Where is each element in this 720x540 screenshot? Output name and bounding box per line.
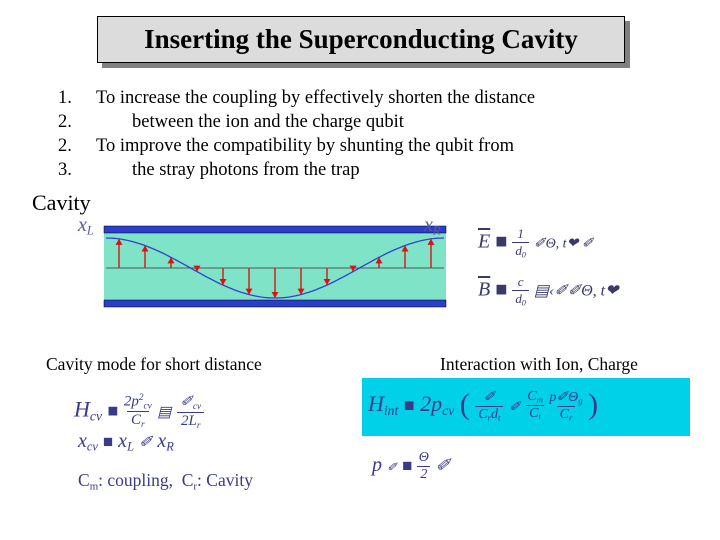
legend-cm: C (78, 470, 90, 490)
hint-fraction-1 (475, 389, 503, 423)
hcv-h: H (74, 396, 90, 422)
list-text: the stray photons from the trap (132, 160, 360, 180)
left-sub: L (86, 223, 94, 238)
hint-f3-num-sub: g (578, 395, 583, 406)
equals-sign: ■ (403, 395, 415, 415)
list-number: 2. (58, 136, 72, 156)
hcv-fraction (124, 393, 152, 430)
hint-fraction-3 (549, 389, 582, 423)
list-number: 2. (58, 112, 72, 132)
hint-equation (368, 388, 598, 423)
hcv-frac2-num-sub: cv (192, 401, 202, 412)
hint-f1-d: d (490, 406, 498, 422)
p-sub-glyph: ✐ (387, 460, 398, 475)
top-plate (104, 226, 446, 233)
cavity-heading: Cavity (32, 190, 91, 215)
caption-left: Cavity mode for short distance (46, 354, 262, 374)
p-symbol: p (372, 454, 382, 477)
objectives-list (58, 86, 535, 182)
hint-f2-den-sub: t (538, 412, 541, 423)
legend (78, 470, 253, 492)
p-frac-num: Θ (418, 450, 429, 465)
b-field-expression-glyphs: ▤‹✐✐Θ, t❤ (533, 282, 619, 300)
p-equation (372, 450, 450, 483)
e-frac-den (512, 242, 529, 259)
hint-frac2-den (526, 405, 544, 422)
hcv-frac2-num: $✐_{cv}$ (180, 394, 202, 412)
equals-sign: ■ (102, 432, 114, 451)
xcv-x: x (78, 430, 87, 452)
list-text: between the ion and the charge qubit (132, 112, 404, 132)
hcv-num-sub: cv (143, 401, 152, 412)
left-x: x (78, 214, 87, 236)
b-fraction (512, 274, 529, 307)
p-fraction (417, 450, 430, 483)
hint-f3-c: C (559, 406, 569, 422)
hint-f1-d-sub: t (497, 412, 501, 423)
legend-cr: C (181, 470, 194, 490)
hint-frac1-den (475, 406, 503, 423)
e-field-expression-glyphs: ✐Θ, t❤ ✐ (533, 236, 594, 252)
xcv-sub: cv (86, 439, 98, 454)
legend-cm-text: : coupling, (98, 470, 173, 490)
xcv-xr: x (157, 430, 167, 452)
hcv-num-p: 2p (123, 393, 139, 410)
hint-coef-sub: cv (442, 403, 455, 419)
hint-f1-c: C (478, 406, 488, 422)
list-number: 1. (58, 88, 72, 108)
hcv-den-sub: r (141, 419, 145, 430)
hcv-frac2-den (177, 412, 204, 431)
plus-glyph: ▤ (157, 404, 172, 421)
hcv-equation (74, 392, 204, 431)
xcv-xl: x (118, 430, 128, 452)
e-den-d: d (515, 243, 522, 258)
hint-frac3-den (557, 406, 576, 423)
hint-sub: int (383, 403, 399, 419)
p-frac-den: 2 (417, 466, 430, 483)
legend-cm-sub: m (89, 480, 99, 493)
xcv-xl-sub: L (127, 439, 134, 454)
b-frac-num: c (517, 274, 524, 289)
hint-h: H (368, 391, 384, 416)
slide-title: Inserting the Superconducting Cavity (97, 16, 625, 63)
hint-f2-den-c: C (529, 406, 539, 422)
hint-frac1-num: ✐ (483, 389, 496, 405)
p-rhs-glyph: ✐ (435, 455, 451, 476)
minus-glyph: ✐ (138, 434, 153, 451)
hcv-fraction-2 (177, 392, 204, 431)
list-item (58, 110, 535, 134)
hint-f2-c-sub: m (536, 395, 543, 406)
list-number: 3. (58, 160, 72, 180)
hcv-num-sup: 2 (138, 392, 144, 403)
hcv-sub: cv (89, 408, 102, 424)
list-item (58, 158, 535, 182)
equals-sign: ■ (402, 456, 413, 476)
right-x: x (424, 214, 433, 236)
xcv-equation (78, 430, 174, 455)
equals-sign: ■ (495, 278, 508, 301)
hcv-frac2-den-l: 2L (180, 412, 197, 429)
caption-right: Interaction with Ion, Charge (440, 354, 638, 374)
cavity-diagram (74, 212, 454, 312)
list-item (58, 134, 535, 158)
list-text: To improve the compatibility by shunting the qubit from (96, 136, 514, 156)
equals-sign: ■ (107, 400, 119, 421)
xcv-xr-sub: R (166, 439, 174, 454)
equals-sign: ■ (495, 230, 508, 253)
hint-coef: 2p (420, 391, 443, 416)
hcv-frac-den (127, 411, 149, 430)
b-field-equation (478, 274, 619, 307)
hint-f2-c: C (527, 389, 537, 405)
right-paren: ) (588, 388, 599, 421)
e-symbol: $\overline{E}$ (478, 230, 491, 253)
e-den-sub: 0 (521, 250, 526, 260)
left-position-label (78, 214, 94, 239)
hint-frac3-num: $p✐\Theta_g$ (549, 389, 583, 406)
hint-frac2-num (527, 389, 543, 405)
hint-f3-c-sub: r (568, 412, 573, 423)
b-frac-den (512, 290, 529, 307)
e-frac-num: 1 (517, 226, 524, 241)
bottom-plate (104, 300, 446, 307)
hint-fraction-2 (526, 389, 544, 422)
minus-glyph: ✐ (508, 400, 521, 415)
hcv-frac-num (124, 393, 152, 411)
e-fraction (512, 226, 529, 259)
b-den-d: d (515, 291, 522, 306)
right-sub: R (432, 223, 441, 238)
hcv-den-c: C (131, 412, 142, 429)
hcv-frac2-den-sub: r (196, 420, 201, 431)
right-position-label (424, 214, 440, 239)
list-text: To increase the coupling by effectively shorten the distance (96, 88, 536, 108)
e-field-equation (478, 226, 594, 259)
legend-cr-text: : Cavity (197, 470, 253, 490)
left-paren: ( (459, 388, 470, 421)
list-item (58, 86, 535, 110)
hint-f1-c-sub: r (487, 412, 491, 423)
legend-cr-sub: r (193, 480, 198, 493)
b-symbol: $\overline{B}$ (478, 278, 491, 301)
b-den-sub: 0 (521, 298, 526, 308)
